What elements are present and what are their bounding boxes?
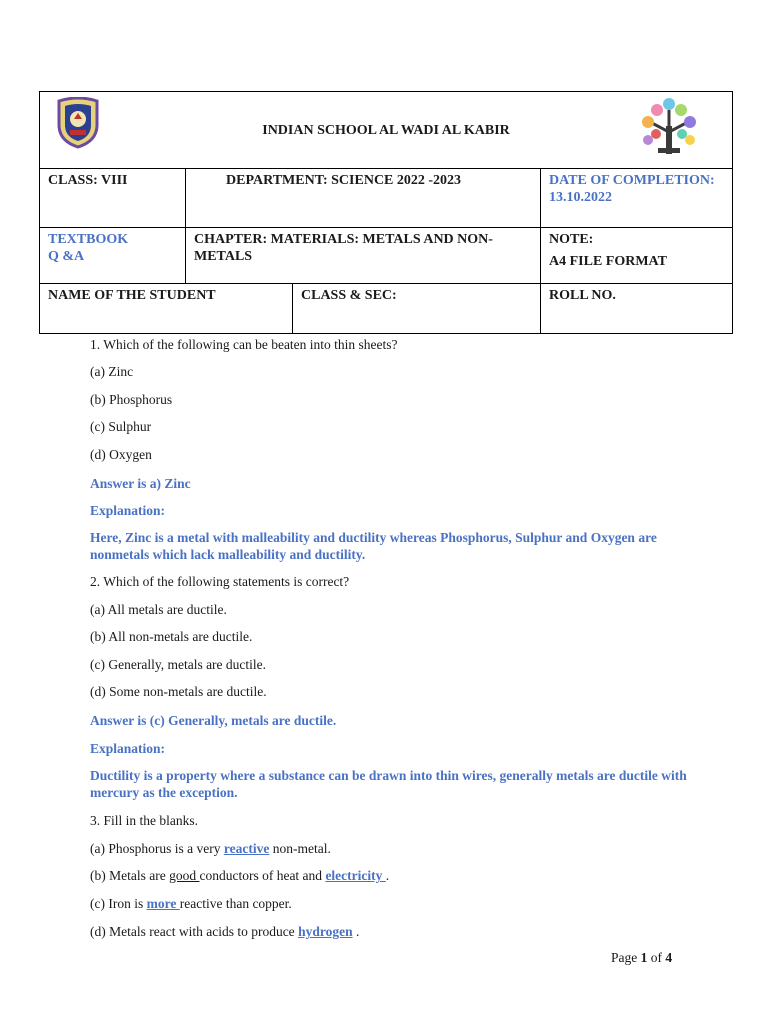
q3a-post: non-metal. <box>269 841 331 856</box>
department-cell: DEPARTMENT: SCIENCE 2022 -2023 <box>186 169 541 228</box>
q3b-post: . <box>385 868 390 883</box>
q3c-blank: more <box>146 896 180 911</box>
q2-explanation-label: Explanation: <box>90 741 166 756</box>
class-cell: CLASS: VIII <box>40 169 186 228</box>
q3b-mid: conductors of heat and <box>199 868 326 883</box>
page-of: of <box>647 950 666 965</box>
q3b-blank1: good <box>169 868 200 883</box>
q1-option-d: (d) Oxygen <box>90 447 152 462</box>
date-label: DATE OF COMPLETION: <box>549 173 715 188</box>
page-current: 1 <box>640 950 648 965</box>
q1-question: 1. Which of the following can be beaten into thin sheets? <box>90 337 398 352</box>
date-cell <box>541 169 733 228</box>
q3b-pre: (b) Metals are <box>90 868 170 883</box>
q1-option-a: (a) Zinc <box>90 364 134 379</box>
note-value: A4 FILE FORMAT <box>549 254 667 269</box>
note-cell <box>541 228 733 284</box>
school-emblem-logo <box>55 97 101 154</box>
q1-option-c: (c) Sulphur <box>90 419 152 434</box>
q3a-pre: (a) Phosphorus is a very <box>90 841 224 856</box>
date-value: 13.10.2022 <box>549 190 612 205</box>
q3-item-a <box>90 841 331 857</box>
header-table <box>39 91 733 334</box>
page-number <box>611 950 672 966</box>
q3-question: 3. Fill in the blanks. <box>90 813 198 828</box>
q1-explanation: Here, Zinc is a metal with malleability and ductility whereas Phosphorus, Sulphur and Oxygen are nonmetals which lack malleability and ductility. <box>90 530 657 562</box>
tree-logo <box>636 96 702 163</box>
q3b-blank2: electricity <box>325 868 386 883</box>
page-total: 4 <box>665 950 673 965</box>
q1-option-b: (b) Phosphorus <box>90 392 173 407</box>
school-row <box>40 92 733 169</box>
q3c-post: reactive than copper. <box>179 896 292 911</box>
roll-no-cell: ROLL NO. <box>541 284 733 334</box>
q3-item-d <box>90 924 359 940</box>
q2-option-b: (b) All non-metals are ductile. <box>90 629 253 644</box>
chapter-cell: CHAPTER: MATERIALS: METALS AND NON-METALS <box>186 228 541 284</box>
q3c-pre: (c) Iron is <box>90 896 147 911</box>
note-label: NOTE: <box>549 232 594 247</box>
q3d-pre: (d) Metals react with acids to produce <box>90 924 299 939</box>
q2-option-a: (a) All metals are ductile. <box>90 602 227 617</box>
q2-question: 2. Which of the following statements is correct? <box>90 574 350 589</box>
q2-explanation: Ductility is a property where a substance can be drawn into thin wires, generally metals are ductile with mercury as the exception. <box>90 768 687 800</box>
textbook-cell: TEXTBOOK Q &A <box>40 228 186 284</box>
q3d-post: . <box>352 924 360 939</box>
q3a-blank: reactive <box>223 841 270 856</box>
q3d-blank: hydrogen <box>298 924 353 939</box>
q3-item-b <box>90 868 389 884</box>
q2-option-d: (d) Some non-metals are ductile. <box>90 684 267 699</box>
q1-explanation-label: Explanation: <box>90 503 166 518</box>
q2-answer: Answer is (c) Generally, metals are ductile. <box>90 713 337 728</box>
q2-option-c: (c) Generally, metals are ductile. <box>90 657 267 672</box>
q1-answer: Answer is a) Zinc <box>90 476 191 491</box>
q3-item-c <box>90 896 292 912</box>
page-label: Page <box>611 950 641 965</box>
school-name: INDIAN SCHOOL AL WADI AL KABIR <box>40 92 733 169</box>
class-sec-cell: CLASS & SEC: <box>293 284 541 334</box>
student-name-cell: NAME OF THE STUDENT <box>40 284 293 334</box>
